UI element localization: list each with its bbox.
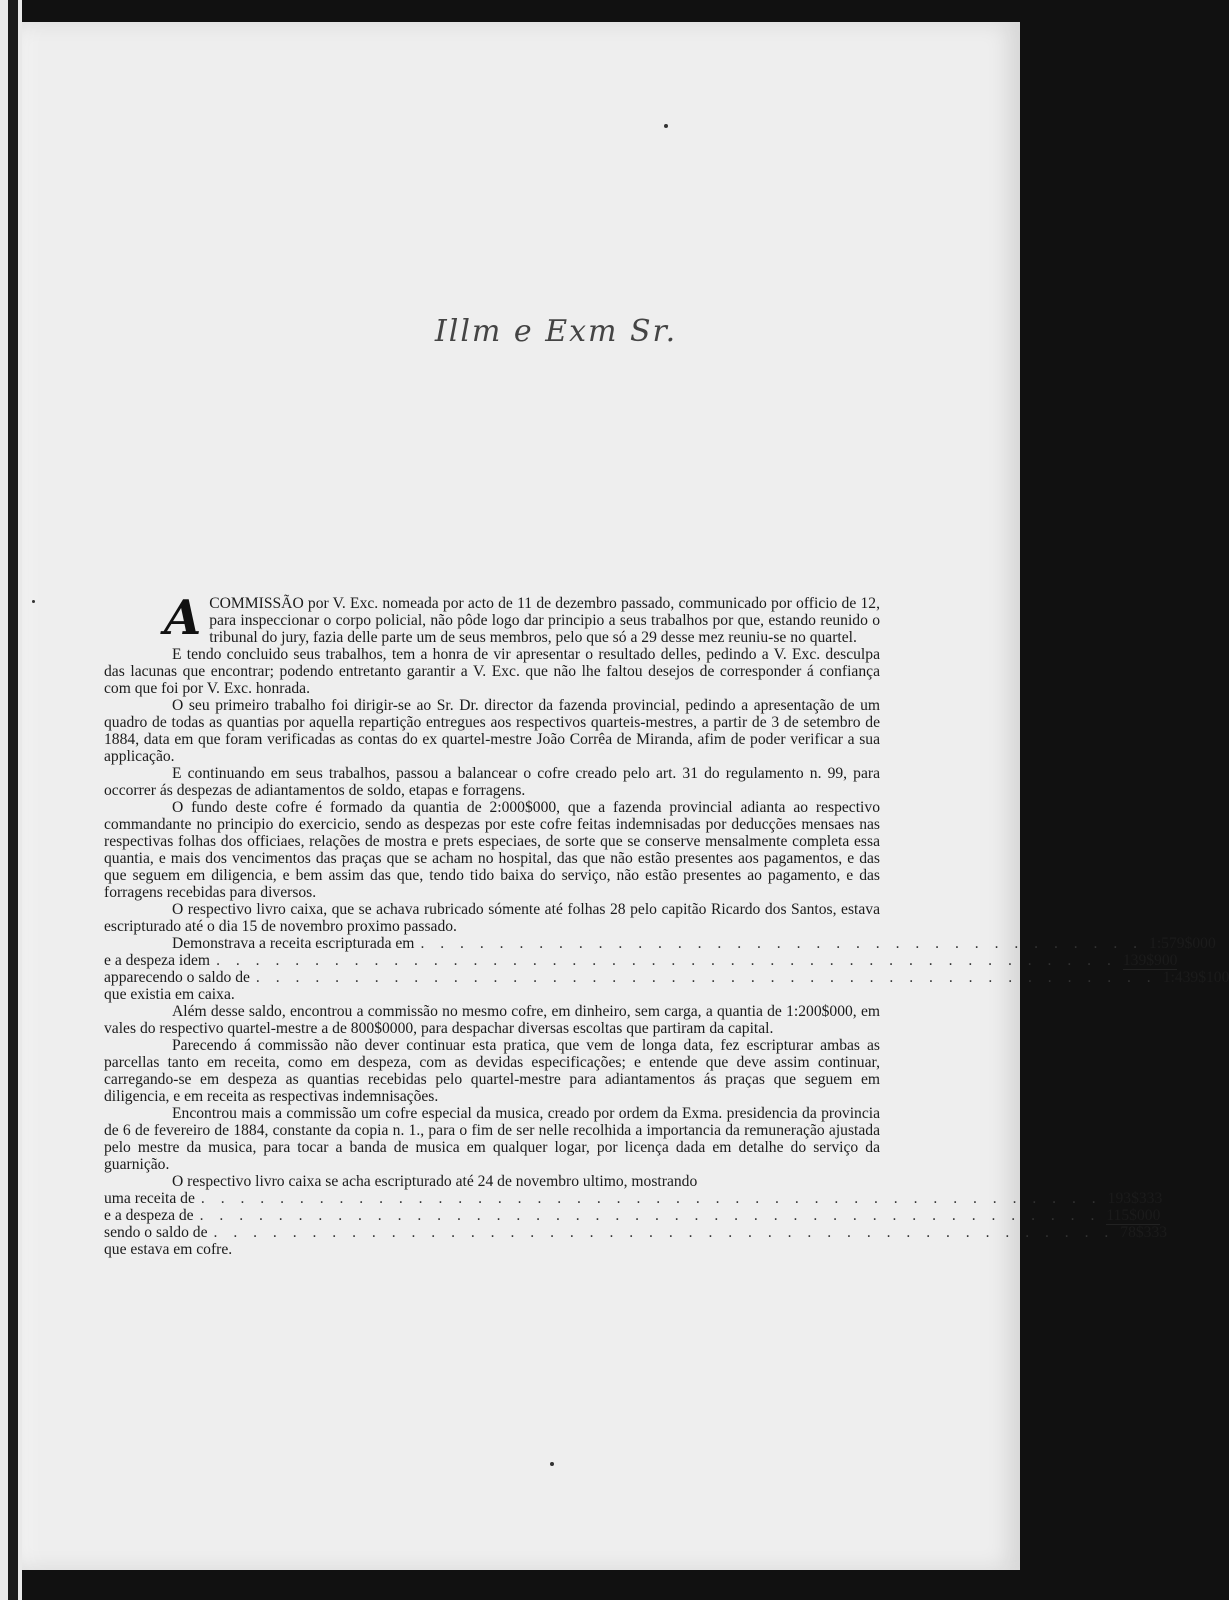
account-row bbox=[104, 952, 1178, 969]
paper-speck bbox=[550, 1462, 554, 1466]
paragraph: E tendo concluido seus trabalhos, tem a honra de vir apresentar o resultado delles, pedindo a V. Exc. desculpa das lacunas que encontrar; podendo entretanto garantir a V. Exc. que não lhe faltou desejos de corresponder á confiança com que foi por V. Exc. honrada. bbox=[104, 646, 880, 697]
paragraph: Parecendo á commissão não dever continuar esta pratica, que vem de longa data, fez escripturar ambas as parcellas tanto em receita, como em despeza, com as devidas especificações; e entende que deve assim continuar, carregando-se em despeza as quantias recebidas pelo quartel-mestre para adiantamentos ás praças que seguem em diligencia, e em receita as respectivas indemnisações. bbox=[104, 1037, 880, 1105]
left-page-edge bbox=[0, 0, 22, 1600]
account-value: 139$900 bbox=[1122, 952, 1178, 969]
leader-dots: . . . . . . . . . . . . . . . . . . . . . . . . . . . . . . . . . . . . . . . . . . . . . . bbox=[200, 1190, 1102, 1207]
account-value: 1:439$100 bbox=[1162, 969, 1229, 986]
account-label: Demonstrava a receita escripturada em bbox=[172, 935, 415, 952]
paragraph-text: COMMISSÃO por V. Exc. nomeada por acto de 11 de dezembro passado, communicado por officio de 12, para inspeccionar o corpo policial, não pôde logo dar principio a seus trabalhos por que, estando reunido o tribunal do jury, fazia delle parte um de seus membros, pelo que só a 29 desse mez reuniu-se no quartel. bbox=[209, 595, 880, 646]
account-value: 78$333 bbox=[1120, 1224, 1168, 1241]
account-note: que existia em caixa. bbox=[104, 986, 235, 1003]
paper-speck bbox=[664, 124, 668, 128]
document-page bbox=[22, 22, 1229, 1570]
leader-dots: . . . . . . . . . . . . . . . . . . . . . . . . . . . . . . . . . . . . . bbox=[420, 935, 1144, 952]
binding-shadow bbox=[8, 0, 18, 1600]
account-label: e a despeza de bbox=[104, 1207, 194, 1224]
account-label: e a despeza idem bbox=[104, 952, 211, 969]
account-row bbox=[104, 1190, 1163, 1207]
paragraph: E continuando em seus trabalhos, passou a balancear o cofre creado pelo art. 31 do regulamento n. 99, para occorrer ás despezas de adiantamentos de soldo, etapas e forragens. bbox=[104, 765, 880, 799]
account-row bbox=[104, 935, 1216, 952]
leader-dots: . . . . . . . . . . . . . . . . . . . . . . . . . . . . . . . . . . . . . . . . . . . . . . bbox=[199, 1207, 1101, 1224]
paragraph: O respectivo livro caixa se acha escripturado até 24 de novembro ultimo, mostrando bbox=[172, 1173, 698, 1190]
account-row bbox=[104, 1207, 1161, 1224]
account-note: que estava em cofre. bbox=[104, 1241, 233, 1258]
paragraph: O seu primeiro trabalho foi dirigir-se ao Sr. Dr. director da fazenda provincial, pedindo a apresentação de um quadro de todas as quantias por aquella repartição entregues aos respectivos quarteis-mestres, a partir de 3 de setembro de 1884, data em que foram verificadas as contas do ex quartel-mestre João Corrêa de Miranda, afim de poder verificar a sua applicação. bbox=[104, 697, 880, 765]
paragraph: Além desse saldo, encontrou a commissão no mesmo cofre, em dinheiro, sem carga, a quantia de 1:200$000, em vales do respectivo quartel-mestre a de 800$0000, para despachar diversas escoltas que partiram da capital. bbox=[104, 1003, 880, 1037]
leader-dots: . . . . . . . . . . . . . . . . . . . . . . . . . . . . . . . . . . . . . . . . . . . . . . bbox=[255, 969, 1157, 986]
paragraph: O respectivo livro caixa, que se achava rubricado sómente até folhas 28 pelo capitão Ricardo dos Santos, estava escripturado até o dia 15 de novembro proximo passado. bbox=[104, 901, 880, 935]
account-row bbox=[104, 969, 1229, 986]
account-label: apparecendo o saldo de bbox=[104, 969, 250, 986]
account-value: 115$000 bbox=[1106, 1207, 1161, 1224]
drop-cap-letter: A bbox=[164, 590, 202, 646]
music-fund-account-table bbox=[104, 1190, 1168, 1258]
cash-account-table bbox=[104, 935, 1229, 1003]
account-value: 1:579$000 bbox=[1149, 935, 1216, 952]
account-value: 193$333 bbox=[1107, 1190, 1163, 1207]
account-row bbox=[104, 1224, 1168, 1241]
paragraph: O fundo deste cofre é formado da quantia de 2:000$000, que a fazenda provincial adianta ao respectivo commandante no principio do exercicio, sendo as despezas por este cofre feitas indemnisadas por deducções mensaes nas respectivas folhas dos officiaes, relações de mostra e prets especiaes, de sorte que se conserve mensalmente completa essa quantia, e mais dos vencimentos das praças que se acham no hospital, das que não estão presentes aos pagamentos, e das que seguem em diligencia, e bem assim das que, tendo tido baixa do serviço, não estão presentes ao pagamento, e das forragens recebidas para diversos. bbox=[104, 799, 880, 901]
account-label: sendo o saldo de bbox=[104, 1224, 208, 1241]
paragraph: Encontrou mais a commissão um cofre especial da musica, creado por ordem da Exma. presidencia da provincia de 6 de fevereiro de 1884, constante da copia n. 1., para o fim de ser nelle recolhida a importancia da remuneração ajustada pelo mestre da musica, para tocar a banda de musica em qualquer logar, por licença dada em detalhe do serviço da guarnição. bbox=[104, 1105, 880, 1173]
account-label: uma receita de bbox=[104, 1190, 195, 1207]
paper-speck bbox=[32, 600, 35, 603]
leader-dots: . . . . . . . . . . . . . . . . . . . . . . . . . . . . . . . . . . . . . . . . . . . . . . bbox=[216, 952, 1117, 969]
salutation: Illm e Exm Sr. bbox=[434, 314, 678, 349]
leader-dots: . . . . . . . . . . . . . . . . . . . . . . . . . . . . . . . . . . . . . . . . . . . . . . bbox=[213, 1224, 1115, 1241]
opening-paragraph bbox=[104, 590, 880, 646]
report-body bbox=[104, 590, 1229, 1258]
